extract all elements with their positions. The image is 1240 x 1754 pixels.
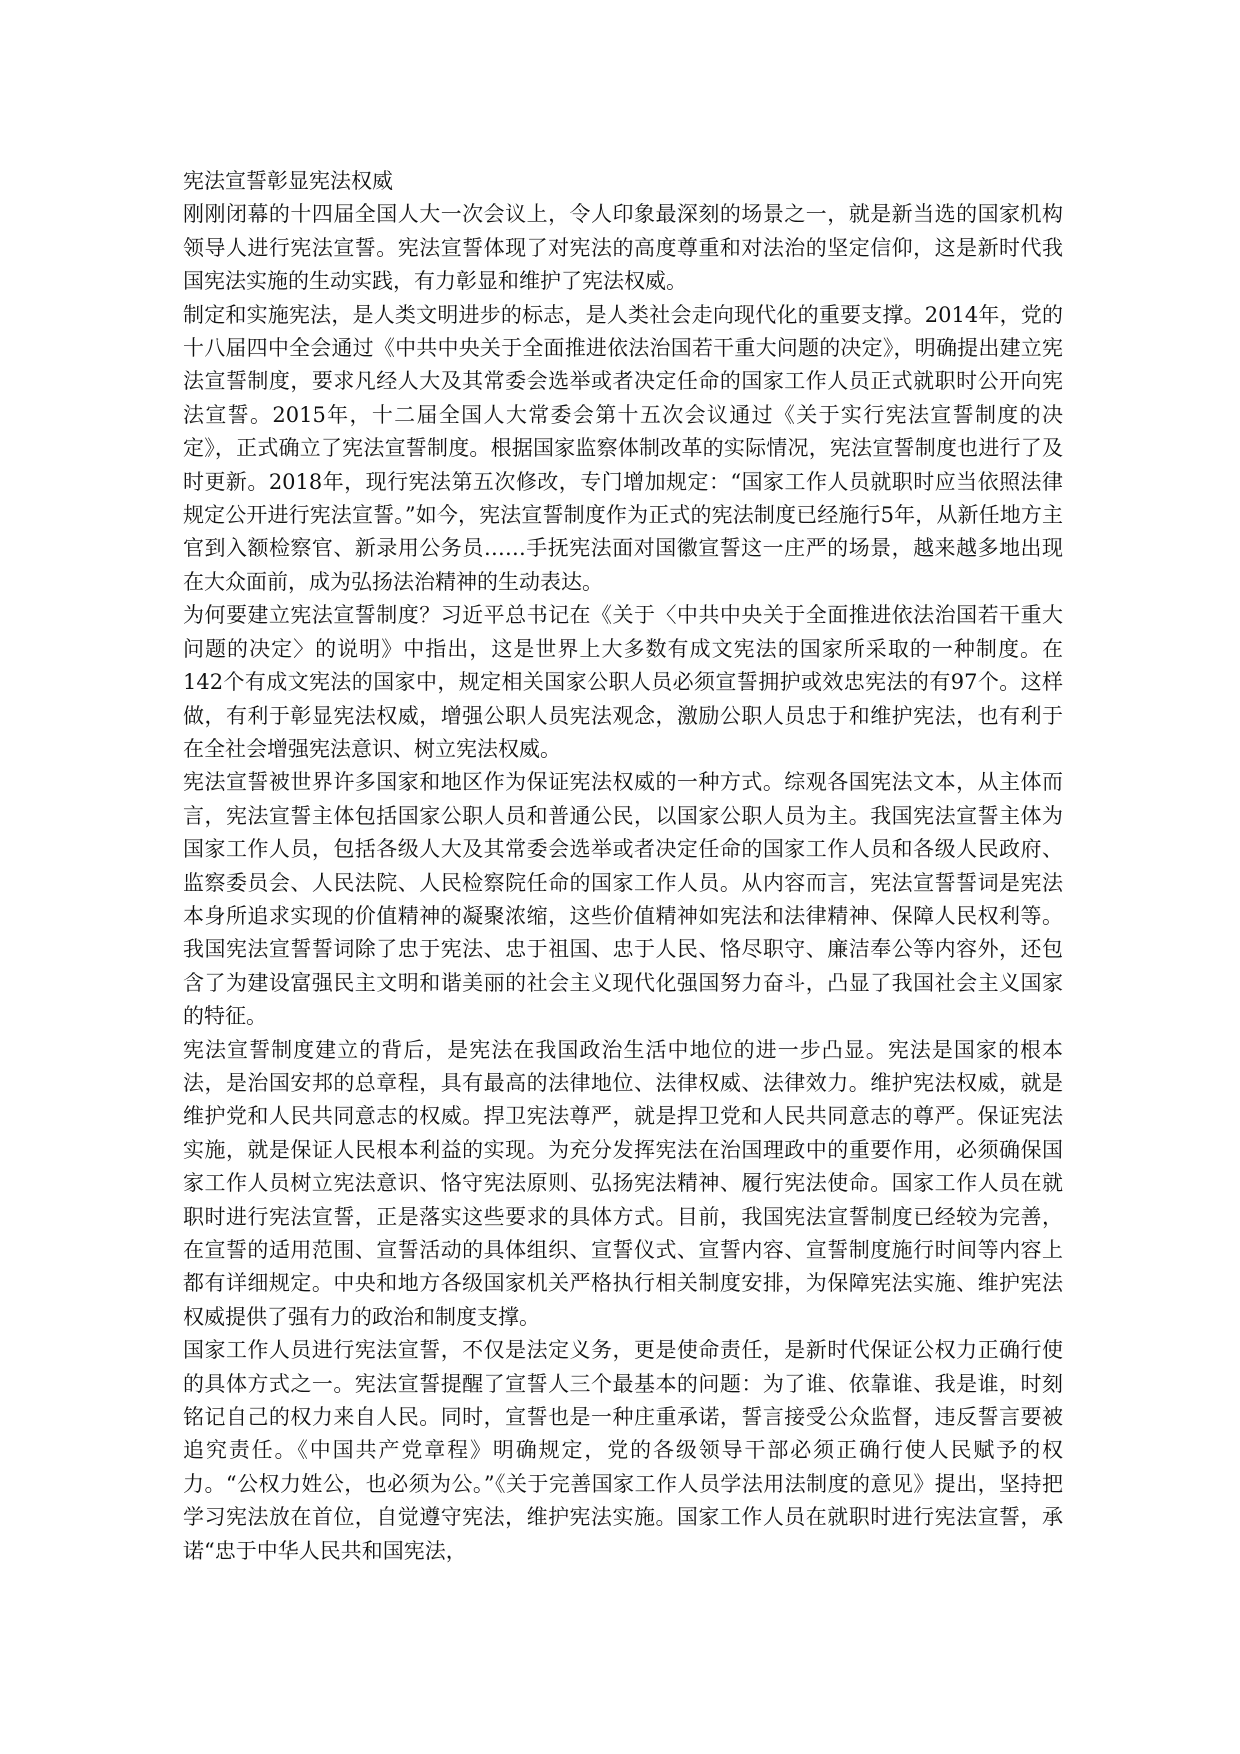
paragraph: 为何要建立宪法宣誓制度？习近平总书记在《关于〈中共中央关于全面推进依法治国若干重大问题的决定〉的说明》中指出，这是世界上大多数有成文宪法的国家所采取的一种制度。在142个有成文宪法的国家中，规定相关国家公职人员必须宣誓拥护或效忠宪法的有97个。这样做，有利于彰显宪法权威，增强公职人员宪法观念，激励公职人员忠于和维护宪法，也有利于在全社会增强宪法意识、树立宪法权威。 <box>183 603 1063 761</box>
paragraph: 国家工作人员进行宪法宣誓，不仅是法定义务，更是使命责任，是新时代保证公权力正确行使的具体方式之一。宪法宣誓提醒了宣誓人三个最基本的问题：为了谁、依靠谁、我是谁，时刻铭记自己的权力来自人民。同时，宣誓也是一种庄重承诺，誓言接受公众监督，违反誓言要被追究责任。《中国共产党章程》明确规定，党的各级领导干部必须正确行使人民赋予的权力。“公权力姓公，也必须为公。”《关于完善国家工作人员学法用法制度的意见》提出，坚持把学习宪法放在首位，自觉遵守宪法，维护宪法实施。国家工作人员在就职时进行宪法宣誓，承诺“忠于中华人民共和国宪法， <box>183 1338 1063 1563</box>
paragraph: 宪法宣誓制度建立的背后，是宪法在我国政治生活中地位的进一步凸显。宪法是国家的根本法，是治国安邦的总章程，具有最高的法律地位、法律权威、法律效力。维护宪法权威，就是维护党和人民共同意志的权威。捍卫宪法尊严，就是捍卫党和人民共同意志的尊严。保证宪法实施，就是保证人民根本利益的实现。为充分发挥宪法在治国理政中的重要作用，必须确保国家工作人员树立宪法意识、恪守宪法原则、弘扬宪法精神、履行宪法使命。国家工作人员在就职时进行宪法宣誓，正是落实这些要求的具体方式。目前，我国宪法宣誓制度已经较为完善，在宣誓的适用范围、宣誓活动的具体组织、宣誓仪式、宣誓内容、宣誓制度施行时间等内容上都有详细规定。中央和地方各级国家机关严格执行相关制度安排，为保障宪法实施、维护宪法权威提供了强有力的政治和制度支撑。 <box>183 1037 1063 1329</box>
paragraph: 制定和实施宪法，是人类文明进步的标志，是人类社会走向现代化的重要支撑。2014年，党的十八届四中全会通过《中共中央关于全面推进依法治国若干重大问题的决定》，明确提出建立宪法宣誓制度，要求凡经人大及其常委会选举或者决定任命的国家工作人员正式就职时公开向宪法宣誓。2015年，十二届全国人大常委会第十五次会议通过《关于实行宪法宣誓制度的决定》，正式确立了宪法宣誓制度。根据国家监察体制改革的实际情况，宪法宣誓制度也进行了及时更新。2018年，现行宪法第五次修改，专门增加规定：“国家工作人员就职时应当依照法律规定公开进行宪法宣誓。”如今，宪法宣誓制度作为正式的宪法制度已经施行5年，从新任地方主官到入额检察官、新录用公务员……手抚宪法面对国徽宣誓这一庄严的场景，越来越多地出现在大众面前，成为弘扬法治精神的生动表达。 <box>183 302 1063 594</box>
paragraph: 宪法宣誓被世界许多国家和地区作为保证宪法权威的一种方式。综观各国宪法文本，从主体而言，宪法宣誓主体包括国家公职人员和普通公民，以国家公职人员为主。我国宪法宣誓主体为国家工作人员，包括各级人大及其常委会选举或者决定任命的国家工作人员和各级人民政府、监察委员会、人民法院、人民检察院任命的国家工作人员。从内容而言，宪法宣誓誓词是宪法本身所追求实现的价值精神的凝聚浓缩，这些价值精神如宪法和法律精神、保障人民权利等。我国宪法宣誓誓词除了忠于宪法、忠于祖国、忠于人民、恪尽职守、廉洁奉公等内容外，还包含了为建设富强民主文明和谐美丽的社会主义现代化强国努力奋斗，凸显了我国社会主义国家的特征。 <box>183 770 1063 1029</box>
document-title: 宪法宣誓彰显宪法权威 <box>183 169 393 193</box>
document-body <box>183 165 1063 1568</box>
paragraph: 刚刚闭幕的十四届全国人大一次会议上，令人印象最深刻的场景之一，就是新当选的国家机构领导人进行宪法宣誓。宪法宣誓体现了对宪法的高度尊重和对法治的坚定信仰，这是新时代我国宪法实施的生动实践，有力彰显和维护了宪法权威。 <box>183 202 1063 294</box>
